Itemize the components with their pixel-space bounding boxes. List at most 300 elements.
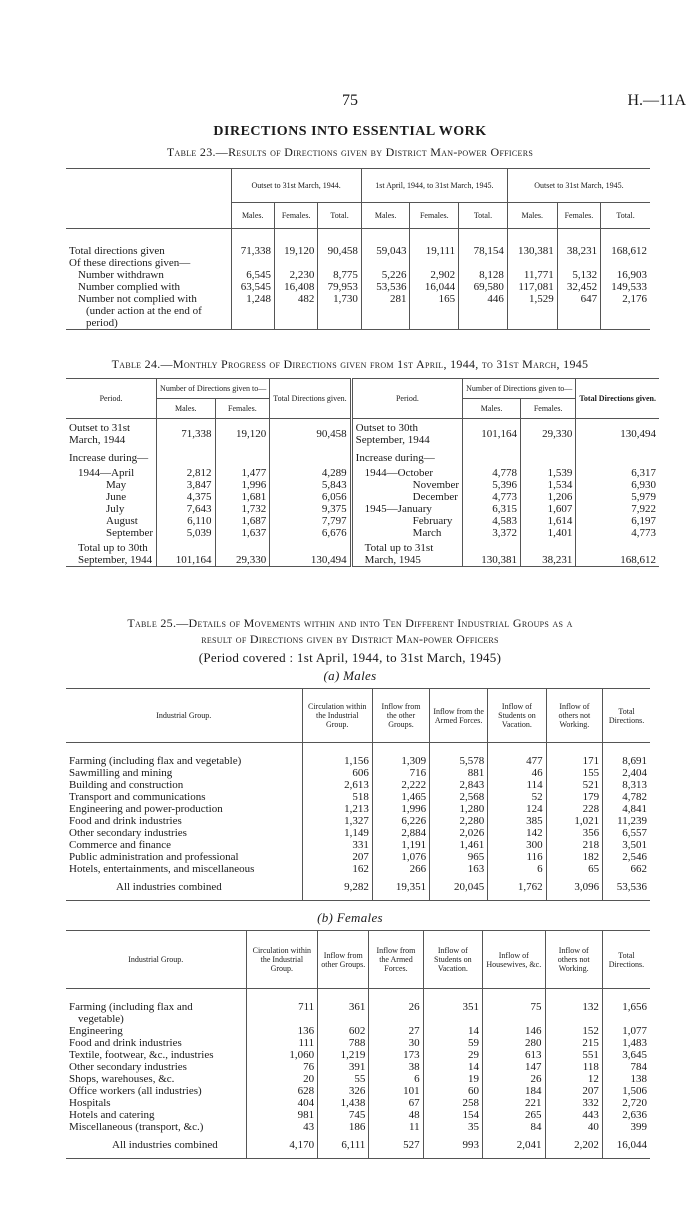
table-row [66,1133,650,1159]
cell-value [274,317,317,330]
row-label: Engineering and power-production [69,802,223,815]
cell-value: 2,812 [157,467,215,479]
cell-value [318,257,361,269]
cell-value: 146 [483,1025,545,1037]
cell-value: 8,128 [459,269,508,281]
cell-value: 4,778 [463,467,521,479]
cell-value: 186 [318,1121,369,1133]
cell-value: 9,375 [270,503,351,515]
cell-value [463,449,521,467]
cell-value: 59,043 [361,229,410,257]
cell-value: 101,164 [463,419,521,449]
cell-value: 4,782 [603,791,650,803]
table-row [66,803,650,815]
t24-right-period-header: Period. [351,379,462,419]
cell-value: 11 [369,1121,423,1133]
cell-value: 117,081 [507,281,557,293]
table-row [66,419,659,449]
table-23-caption: Table 23.—Results of Directions given by District Man-power Officers [166,145,534,159]
table-row [66,317,650,330]
t24-right-number-header: Number of Directions given to— [463,379,576,399]
cell-value [231,257,274,269]
cell-value: 1,534 [521,479,576,491]
cell-value: 16,044 [602,1133,650,1159]
t24-males-header: Males. [463,399,521,419]
cell-value: 179 [546,791,603,803]
cell-value: 385 [488,815,546,827]
t25b-header: Inflow of Housewives, &c. [483,931,545,989]
cell-value: 2,884 [372,827,429,839]
t23-subheader: Males. [231,203,274,229]
cell-value: 132 [545,989,602,1013]
page-title: DIRECTIONS INTO ESSENTIAL WORK [213,124,487,139]
cell-value: 404 [246,1097,318,1109]
row-label: Hotels and catering [69,1108,155,1121]
t24-left-period-header: Period. [99,394,123,403]
t23-group-header: Outset to 31st March, 1945. [507,169,650,203]
cell-value: 27 [369,1025,423,1037]
cell-value: 1,656 [602,989,650,1013]
cell-value: 4,289 [270,467,351,479]
cell-value: 228 [546,803,603,815]
cell-value: 527 [369,1133,423,1159]
table-row [66,1097,650,1109]
cell-value: 2,230 [274,269,317,281]
cell-value: 1,477 [215,467,270,479]
cell-value [318,1013,369,1025]
table-row [66,839,650,851]
cell-value: 1,687 [215,515,270,527]
cell-value: 1,219 [318,1049,369,1061]
t23-subheader: Total. [601,203,650,229]
cell-value [270,449,351,467]
row-label: Transport and communications [69,790,206,803]
t25a-header: Circulation within the Industrial Group. [302,689,372,743]
cell-value: 1,280 [430,803,488,815]
cell-value: 26 [369,989,423,1013]
t25a-header: Industrial Group. [156,711,212,720]
cell-value: 662 [603,863,650,875]
cell-value: 1,076 [372,851,429,863]
cell-value [318,305,361,317]
cell-value: 1,506 [602,1085,650,1097]
table-row [66,491,659,503]
cell-value [157,449,215,467]
row-label: Number not complied with [78,292,197,305]
t25a-header: Inflow from the Armed Forces. [430,689,488,743]
cell-value: 784 [602,1061,650,1073]
cell-value: 29 [423,1049,482,1061]
cell-value [318,317,361,330]
cell-value: 518 [302,791,372,803]
table-row [66,791,650,803]
cell-value: 3,096 [546,875,603,901]
cell-value: 7,922 [576,503,659,515]
cell-value: 7,797 [270,515,351,527]
row-label: Shops, warehouses, &c. [69,1072,175,1085]
cell-value: 361 [318,989,369,1013]
cell-value: 111 [246,1037,318,1049]
cell-value: 67 [369,1097,423,1109]
cell-value: 628 [246,1085,318,1097]
cell-value: 1,149 [302,827,372,839]
row-label: Sawmilling and mining [69,766,173,779]
cell-value: 2,843 [430,779,488,791]
cell-value: 1,248 [231,293,274,305]
table-25a [66,688,650,901]
t24-females-header: Females. [215,399,270,419]
cell-value: 1,438 [318,1097,369,1109]
cell-value: 84 [483,1121,545,1133]
cell-value: 130,494 [576,419,659,449]
cell-value: 101,164 [157,539,215,567]
row-label: All industries combined [116,881,222,894]
row-label: (under action at the end of [86,304,202,317]
cell-value: 8,691 [603,743,650,767]
cell-value: 2,720 [602,1097,650,1109]
t24-left-period: Increase during— [69,451,149,464]
cell-value: 43 [246,1121,318,1133]
t24-right-period: February [351,515,462,527]
cell-value: 332 [545,1097,602,1109]
cell-value [410,317,459,330]
t25b-header: Inflow from the Armed Forces. [369,931,423,989]
cell-value: 4,773 [463,491,521,503]
cell-value: 4,583 [463,515,521,527]
cell-value: 138 [602,1073,650,1085]
cell-value: 5,226 [361,269,410,281]
row-label: Farming (including flax and vegetable) [69,754,242,767]
cell-value: 1,461 [430,839,488,851]
cell-value: 6,557 [603,827,650,839]
cell-value [231,317,274,330]
cell-value: 65 [546,863,603,875]
cell-value: 1,637 [215,527,270,539]
cell-value: 162 [302,863,372,875]
t23-subheader: Females. [557,203,600,229]
cell-value: 1,327 [302,815,372,827]
table-row [66,1073,650,1085]
table-row [66,1085,650,1097]
t25b-header: Inflow of others not Working. [545,931,602,989]
t23-subheader: Males. [507,203,557,229]
cell-value: 69,580 [459,281,508,293]
cell-value: 6,317 [576,467,659,479]
cell-value [361,317,410,330]
t24-left-period: July [106,502,125,515]
table-25a-subtitle: (a) Males [323,668,377,683]
cell-value: 711 [246,989,318,1013]
cell-value [601,305,650,317]
cell-value [557,257,600,269]
row-label: Of these directions given— [69,256,191,269]
t25b-header: Industrial Group. [128,955,184,964]
cell-value: 184 [483,1085,545,1097]
cell-value: 4,375 [157,491,215,503]
table-row [66,539,659,567]
cell-value: 1,401 [521,527,576,539]
cell-value: 5,039 [157,527,215,539]
cell-value: 182 [546,851,603,863]
t25b-header: Circulation within the Industrial Group. [246,931,318,989]
cell-value: 1,191 [372,839,429,851]
table-24-caption: Table 24.—Monthly Progress of Directions given from 1st April, 1944, to 31st March, 1945 [111,357,589,371]
cell-value: 78,154 [459,229,508,257]
cell-value: 114 [488,779,546,791]
cell-value: 118 [545,1061,602,1073]
cell-value: 399 [602,1121,650,1133]
table-row [66,851,650,863]
cell-value: 613 [483,1049,545,1061]
table-25b [66,930,650,1159]
t24-left-period: 1944—April [78,466,135,479]
cell-value: 6,315 [463,503,521,515]
t24-right-total-header: Total Directions given. [576,379,659,419]
cell-value: 1,681 [215,491,270,503]
cell-value: 1,614 [521,515,576,527]
cell-value: 881 [430,767,488,779]
cell-value: 40 [545,1121,602,1133]
cell-value [545,1013,602,1025]
cell-value: 32,452 [557,281,600,293]
cell-value: 19,351 [372,875,429,901]
cell-value: 12 [545,1073,602,1085]
cell-value [459,305,508,317]
table-25b-subtitle: (b) Females [317,910,383,925]
cell-value: 2,404 [603,767,650,779]
cell-value: 2,546 [603,851,650,863]
table-23 [66,168,650,330]
cell-value: 4,841 [603,803,650,815]
cell-value: 149,533 [601,281,650,293]
row-label: Other secondary industries [69,826,187,839]
t24-left-period: Total up to 30th September, 1944 [78,542,153,566]
cell-value: 71,338 [157,419,215,449]
cell-value: 6,056 [270,491,351,503]
cell-value: 1,762 [488,875,546,901]
t24-right-period: Outset to 30th September, 1944 [351,419,462,449]
cell-value: 20,045 [430,875,488,901]
table-row [66,281,650,293]
cell-value: 19 [423,1073,482,1085]
cell-value [601,317,650,330]
cell-value: 6,930 [576,479,659,491]
cell-value: 5,979 [576,491,659,503]
t24-left-period: September [106,526,154,539]
row-label: Office workers (all industries) [69,1084,202,1097]
cell-value: 130,494 [270,539,351,567]
row-label: Total directions given [69,244,165,257]
cell-value: 19,120 [215,419,270,449]
cell-value [410,257,459,269]
t25b-header: Total Directions. [602,931,650,989]
cell-value [507,257,557,269]
table-row [66,863,650,875]
row-label: Hospitals [69,1096,111,1109]
t25a-header: Inflow from the other Groups. [372,689,429,743]
t24-right-period: November [351,479,462,491]
t23-subheader: Females. [410,203,459,229]
t24-right-period: 1945—January [351,503,462,515]
cell-value [231,305,274,317]
t23-group-header: Outset to 31st March, 1944. [231,169,361,203]
t23-subheader: Total. [459,203,508,229]
cell-value [507,317,557,330]
cell-value: 101 [369,1085,423,1097]
cell-value [483,1013,545,1025]
cell-value: 2,280 [430,815,488,827]
table-row [66,1049,650,1061]
cell-value: 391 [318,1061,369,1073]
cell-value: 171 [546,743,603,767]
cell-value [423,1013,482,1025]
cell-value: 5,132 [557,269,600,281]
cell-value: 90,458 [270,419,351,449]
row-label: period) [86,316,118,329]
cell-value: 2,902 [410,269,459,281]
cell-value: 477 [488,743,546,767]
t24-left-number-header: Number of Directions given to— [157,379,270,399]
cell-value: 173 [369,1049,423,1061]
cell-value [215,449,270,467]
cell-value: 155 [546,767,603,779]
cell-value: 5,396 [463,479,521,491]
table-row [66,293,650,305]
cell-value: 1,156 [302,743,372,767]
table-row [66,1025,650,1037]
t24-left-period: June [106,490,127,503]
table-row [66,875,650,901]
cell-value: 6,226 [372,815,429,827]
t25b-header: Inflow from other Groups. [318,931,369,989]
cell-value [557,305,600,317]
row-label: Food and drink industries [69,1036,182,1049]
cell-value: 1,730 [318,293,361,305]
page-number: 75 [342,92,358,109]
cell-value: 14 [423,1025,482,1037]
cell-value: 4,170 [246,1133,318,1159]
cell-value: 6 [488,863,546,875]
cell-value: 16,408 [274,281,317,293]
table-row [66,779,650,791]
cell-value: 1,060 [246,1049,318,1061]
row-label: Other secondary industries [69,1060,187,1073]
table-25-caption-line-2: result of Directions given by District Man-power Officers [201,632,499,646]
cell-value: 14 [423,1061,482,1073]
cell-value: 356 [546,827,603,839]
t24-left-period: August [106,514,138,527]
cell-value: 4,773 [576,527,659,539]
row-label: Public administration and professional [69,850,239,863]
cell-value: 60 [423,1085,482,1097]
cell-value: 11,771 [507,269,557,281]
t24-males-header: Males. [157,399,215,419]
cell-value: 6,676 [270,527,351,539]
cell-value: 59 [423,1037,482,1049]
cell-value: 147 [483,1061,545,1073]
table-row [66,827,650,839]
cell-value [459,317,508,330]
cell-value: 163 [430,863,488,875]
row-label: vegetable) [78,1012,124,1025]
cell-value: 1,483 [602,1037,650,1049]
cell-value: 258 [423,1097,482,1109]
cell-value: 5,578 [430,743,488,767]
cell-value [274,257,317,269]
cell-value: 443 [545,1109,602,1121]
cell-value: 26 [483,1073,545,1085]
table-row [66,305,650,317]
cell-value: 1,607 [521,503,576,515]
cell-value [459,257,508,269]
cell-value: 215 [545,1037,602,1049]
t24-females-header: Females. [521,399,576,419]
cell-value: 521 [546,779,603,791]
cell-value [361,257,410,269]
cell-value: 1,077 [602,1025,650,1037]
cell-value: 130,381 [507,229,557,257]
cell-value: 1,529 [507,293,557,305]
cell-value: 2,613 [302,779,372,791]
row-label: Hotels, entertainments, and miscellaneous [69,862,255,875]
cell-value: 75 [483,989,545,1013]
cell-value: 9,282 [302,875,372,901]
table-row [66,743,650,767]
cell-value: 46 [488,767,546,779]
t23-subheader: Total. [318,203,361,229]
cell-value: 168,612 [601,229,650,257]
cell-value: 3,847 [157,479,215,491]
cell-value: 2,026 [430,827,488,839]
cell-value [557,317,600,330]
cell-value: 2,176 [601,293,650,305]
cell-value: 266 [372,863,429,875]
cell-value: 116 [488,851,546,863]
cell-value: 30 [369,1037,423,1049]
t24-right-period: December [351,491,462,503]
table-row [66,269,650,281]
cell-value: 300 [488,839,546,851]
cell-value: 2,568 [430,791,488,803]
cell-value: 124 [488,803,546,815]
table-24 [66,378,656,567]
cell-value: 11,239 [603,815,650,827]
cell-value: 29,330 [521,419,576,449]
t24-right-period: March [351,527,462,539]
cell-value [410,305,459,317]
row-label: Food and drink industries [69,814,182,827]
table-row [66,815,650,827]
cell-value: 165 [410,293,459,305]
cell-value: 20 [246,1073,318,1085]
t23-subheader: Males. [361,203,410,229]
t23-group-header: 1st April, 1944, to 31st March, 1945. [361,169,507,203]
row-label: Number withdrawn [78,268,164,281]
t25b-header: Inflow of Students on Vacation. [423,931,482,989]
cell-value: 5,843 [270,479,351,491]
table-row [66,515,659,527]
row-label: Commerce and finance [69,838,172,851]
cell-value: 993 [423,1133,482,1159]
cell-value: 38,231 [521,539,576,567]
cell-value: 221 [483,1097,545,1109]
cell-value [602,1013,650,1025]
cell-value: 351 [423,989,482,1013]
cell-value: 207 [545,1085,602,1097]
cell-value [521,449,576,467]
cell-value [369,1013,423,1025]
cell-value: 19,120 [274,229,317,257]
